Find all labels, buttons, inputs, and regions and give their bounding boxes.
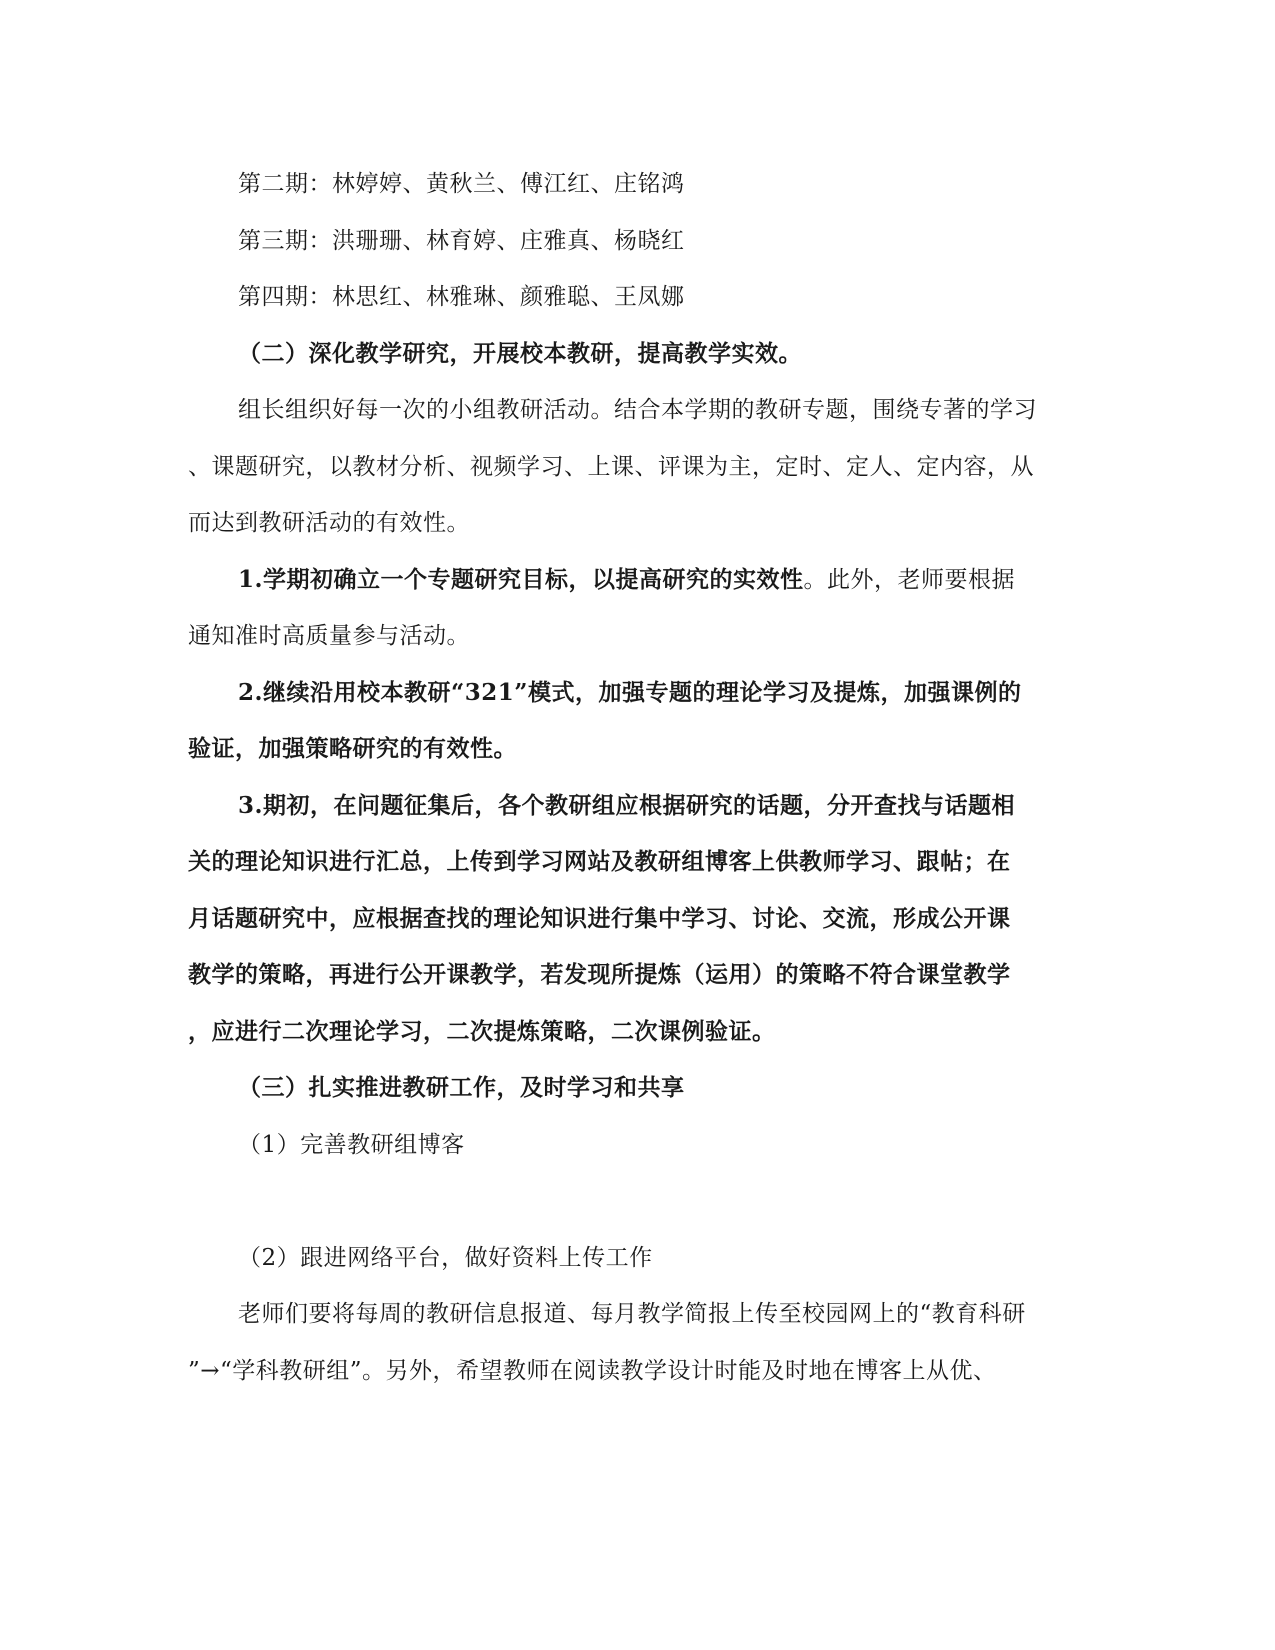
paragraph-line: 通知准时高质量参与活动。 <box>188 623 470 649</box>
phase-four-line: 第四期：林思红、林雅琳、颜雅聪、王凤娜 <box>238 284 685 310</box>
item-three-line: 教学的策略，再进行公开课教学，若发现所提炼（运用）的策略不符合课堂教学 <box>188 961 1011 988</box>
paragraph-line: ”→“学科教研组”。另外，希望教师在阅读教学设计时能及时地在博客上从优、 <box>188 1358 997 1384</box>
item-one-normal: 。此外，老师要根据 <box>803 567 1016 593</box>
item-three-line: 关的理论知识进行汇总，上传到学习网站及教研组博客上供教师学习、跟帖；在 <box>188 848 1011 875</box>
phase-two-line: 第二期：林婷婷、黄秋兰、傅江红、庄铭鸿 <box>238 171 685 197</box>
paragraph-line: 、课题研究，以教材分析、视频学习、上课、评课为主，定时、定人、定内容，从 <box>188 454 1034 480</box>
subitem-two-line: （2）跟进网络平台，做好资料上传工作 <box>238 1245 653 1271</box>
item-two-line: 验证，加强策略研究的有效性。 <box>188 735 517 762</box>
phase-three-line: 第三期：洪珊珊、林育婷、庄雅真、杨晓红 <box>238 228 685 254</box>
paragraph-line: 组长组织好每一次的小组教研活动。结合本学期的教研专题，围绕专著的学习 <box>238 397 1037 423</box>
item-three-line: ，应进行二次理论学习，二次提炼策略，二次课例验证。 <box>188 1018 776 1045</box>
item-two-line: 2.继续沿用校本教研“321”模式，加强专题的理论学习及提炼，加强课例的 <box>238 679 1022 706</box>
paragraph-line: 老师们要将每周的教研信息报道、每月教学简报上传至校园网上的“教育科研 <box>238 1301 1026 1327</box>
item-three-line: 3.期初，在问题征集后，各个教研组应根据研究的话题，分开查找与话题相 <box>238 792 1016 819</box>
subitem-one-line: （1）完善教研组博客 <box>238 1132 465 1158</box>
item-three-line: 月话题研究中，应根据查找的理论知识进行集中学习、讨论、交流，形成公开课 <box>188 905 1011 932</box>
item-one-bold: 1.学期初确立一个专题研究目标，以提高研究的实效性 <box>238 566 804 593</box>
section-two-heading: （二）深化教学研究，开展校本教研，提高教学实效。 <box>238 340 802 367</box>
section-three-heading: （三）扎实推进教研工作，及时学习和共享 <box>238 1074 685 1101</box>
item-one-line <box>238 565 1138 595</box>
paragraph-line: 而达到教研活动的有效性。 <box>188 510 470 536</box>
